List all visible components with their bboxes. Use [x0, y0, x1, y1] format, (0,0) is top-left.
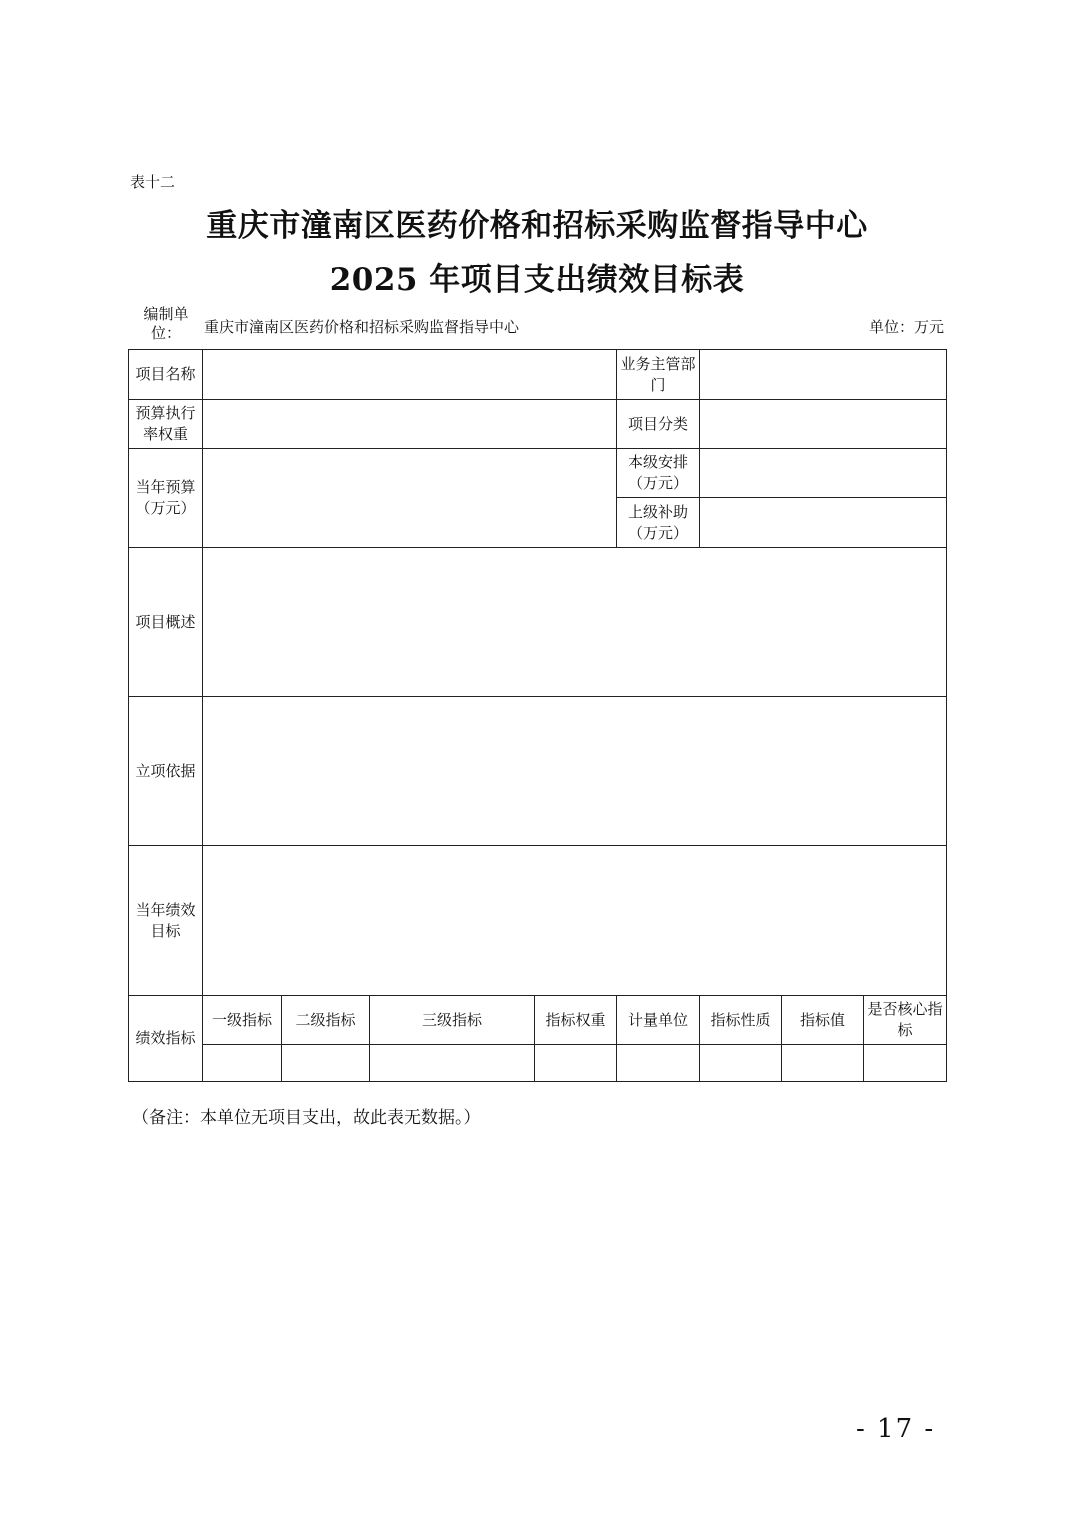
exec-rate-weight-label: 预算执行率权重 — [129, 400, 203, 449]
table-number: 表十二 — [130, 173, 176, 191]
indicators-label: 绩效指标 — [129, 996, 203, 1082]
table-row — [129, 996, 947, 1045]
page-number: - 17 - — [856, 1414, 936, 1444]
indicator-header-level3: 三级指标 — [370, 996, 535, 1045]
indicator-cell — [370, 1045, 535, 1082]
annual-budget-value — [203, 449, 617, 548]
indicator-header-nature: 指标性质 — [700, 996, 782, 1045]
basis-label: 立项依据 — [129, 697, 203, 846]
table-row — [129, 350, 947, 400]
unit-label: 单位：万元 — [868, 318, 944, 336]
annual-goal-label: 当年绩效目标 — [129, 846, 203, 996]
performance-goal-table — [128, 349, 947, 1082]
org-label: 编制单位： — [143, 305, 189, 342]
indicator-cell — [700, 1045, 782, 1082]
project-name-label: 项目名称 — [129, 350, 203, 400]
table-row — [129, 1045, 947, 1082]
indicator-header-core: 是否核心指标 — [864, 996, 947, 1045]
exec-rate-weight-value — [203, 400, 617, 449]
annual-goal-value — [203, 846, 947, 996]
project-name-value — [203, 350, 617, 400]
project-category-label: 项目分类 — [617, 400, 700, 449]
local-arrangement-label: 本级安排（万元） — [617, 449, 700, 498]
superior-subsidy-label: 上级补助（万元） — [617, 498, 700, 548]
page-subtitle: 2025 年项目支出绩效目标表 — [329, 262, 745, 298]
indicator-cell — [203, 1045, 282, 1082]
department-label: 业务主管部门 — [617, 350, 700, 400]
annual-budget-label: 当年预算（万元） — [129, 449, 203, 548]
table-row — [129, 449, 947, 498]
org-value: 重庆市潼南区医药价格和招标采购监督指导中心 — [204, 318, 520, 336]
project-category-value — [700, 400, 947, 449]
superior-subsidy-value — [700, 498, 947, 548]
indicator-cell — [782, 1045, 864, 1082]
indicator-header-weight: 指标权重 — [535, 996, 617, 1045]
table-row — [129, 846, 947, 996]
overview-label: 项目概述 — [129, 548, 203, 697]
indicator-header-value: 指标值 — [782, 996, 864, 1045]
indicator-header-level1: 一级指标 — [203, 996, 282, 1045]
basis-value — [203, 697, 947, 846]
remark-note: （备注：本单位无项目支出，故此表无数据。） — [132, 1108, 481, 1128]
department-value — [700, 350, 947, 400]
indicator-header-unit: 计量单位 — [617, 996, 700, 1045]
table-row — [129, 400, 947, 449]
table-row — [129, 697, 947, 846]
page-title: 重庆市潼南区医药价格和招标采购监督指导中心 — [206, 208, 868, 244]
overview-value — [203, 548, 947, 697]
local-arrangement-value — [700, 449, 947, 498]
indicator-cell — [535, 1045, 617, 1082]
indicator-cell — [282, 1045, 370, 1082]
indicator-cell — [864, 1045, 947, 1082]
indicator-header-level2: 二级指标 — [282, 996, 370, 1045]
table-row — [129, 548, 947, 697]
indicator-cell — [617, 1045, 700, 1082]
